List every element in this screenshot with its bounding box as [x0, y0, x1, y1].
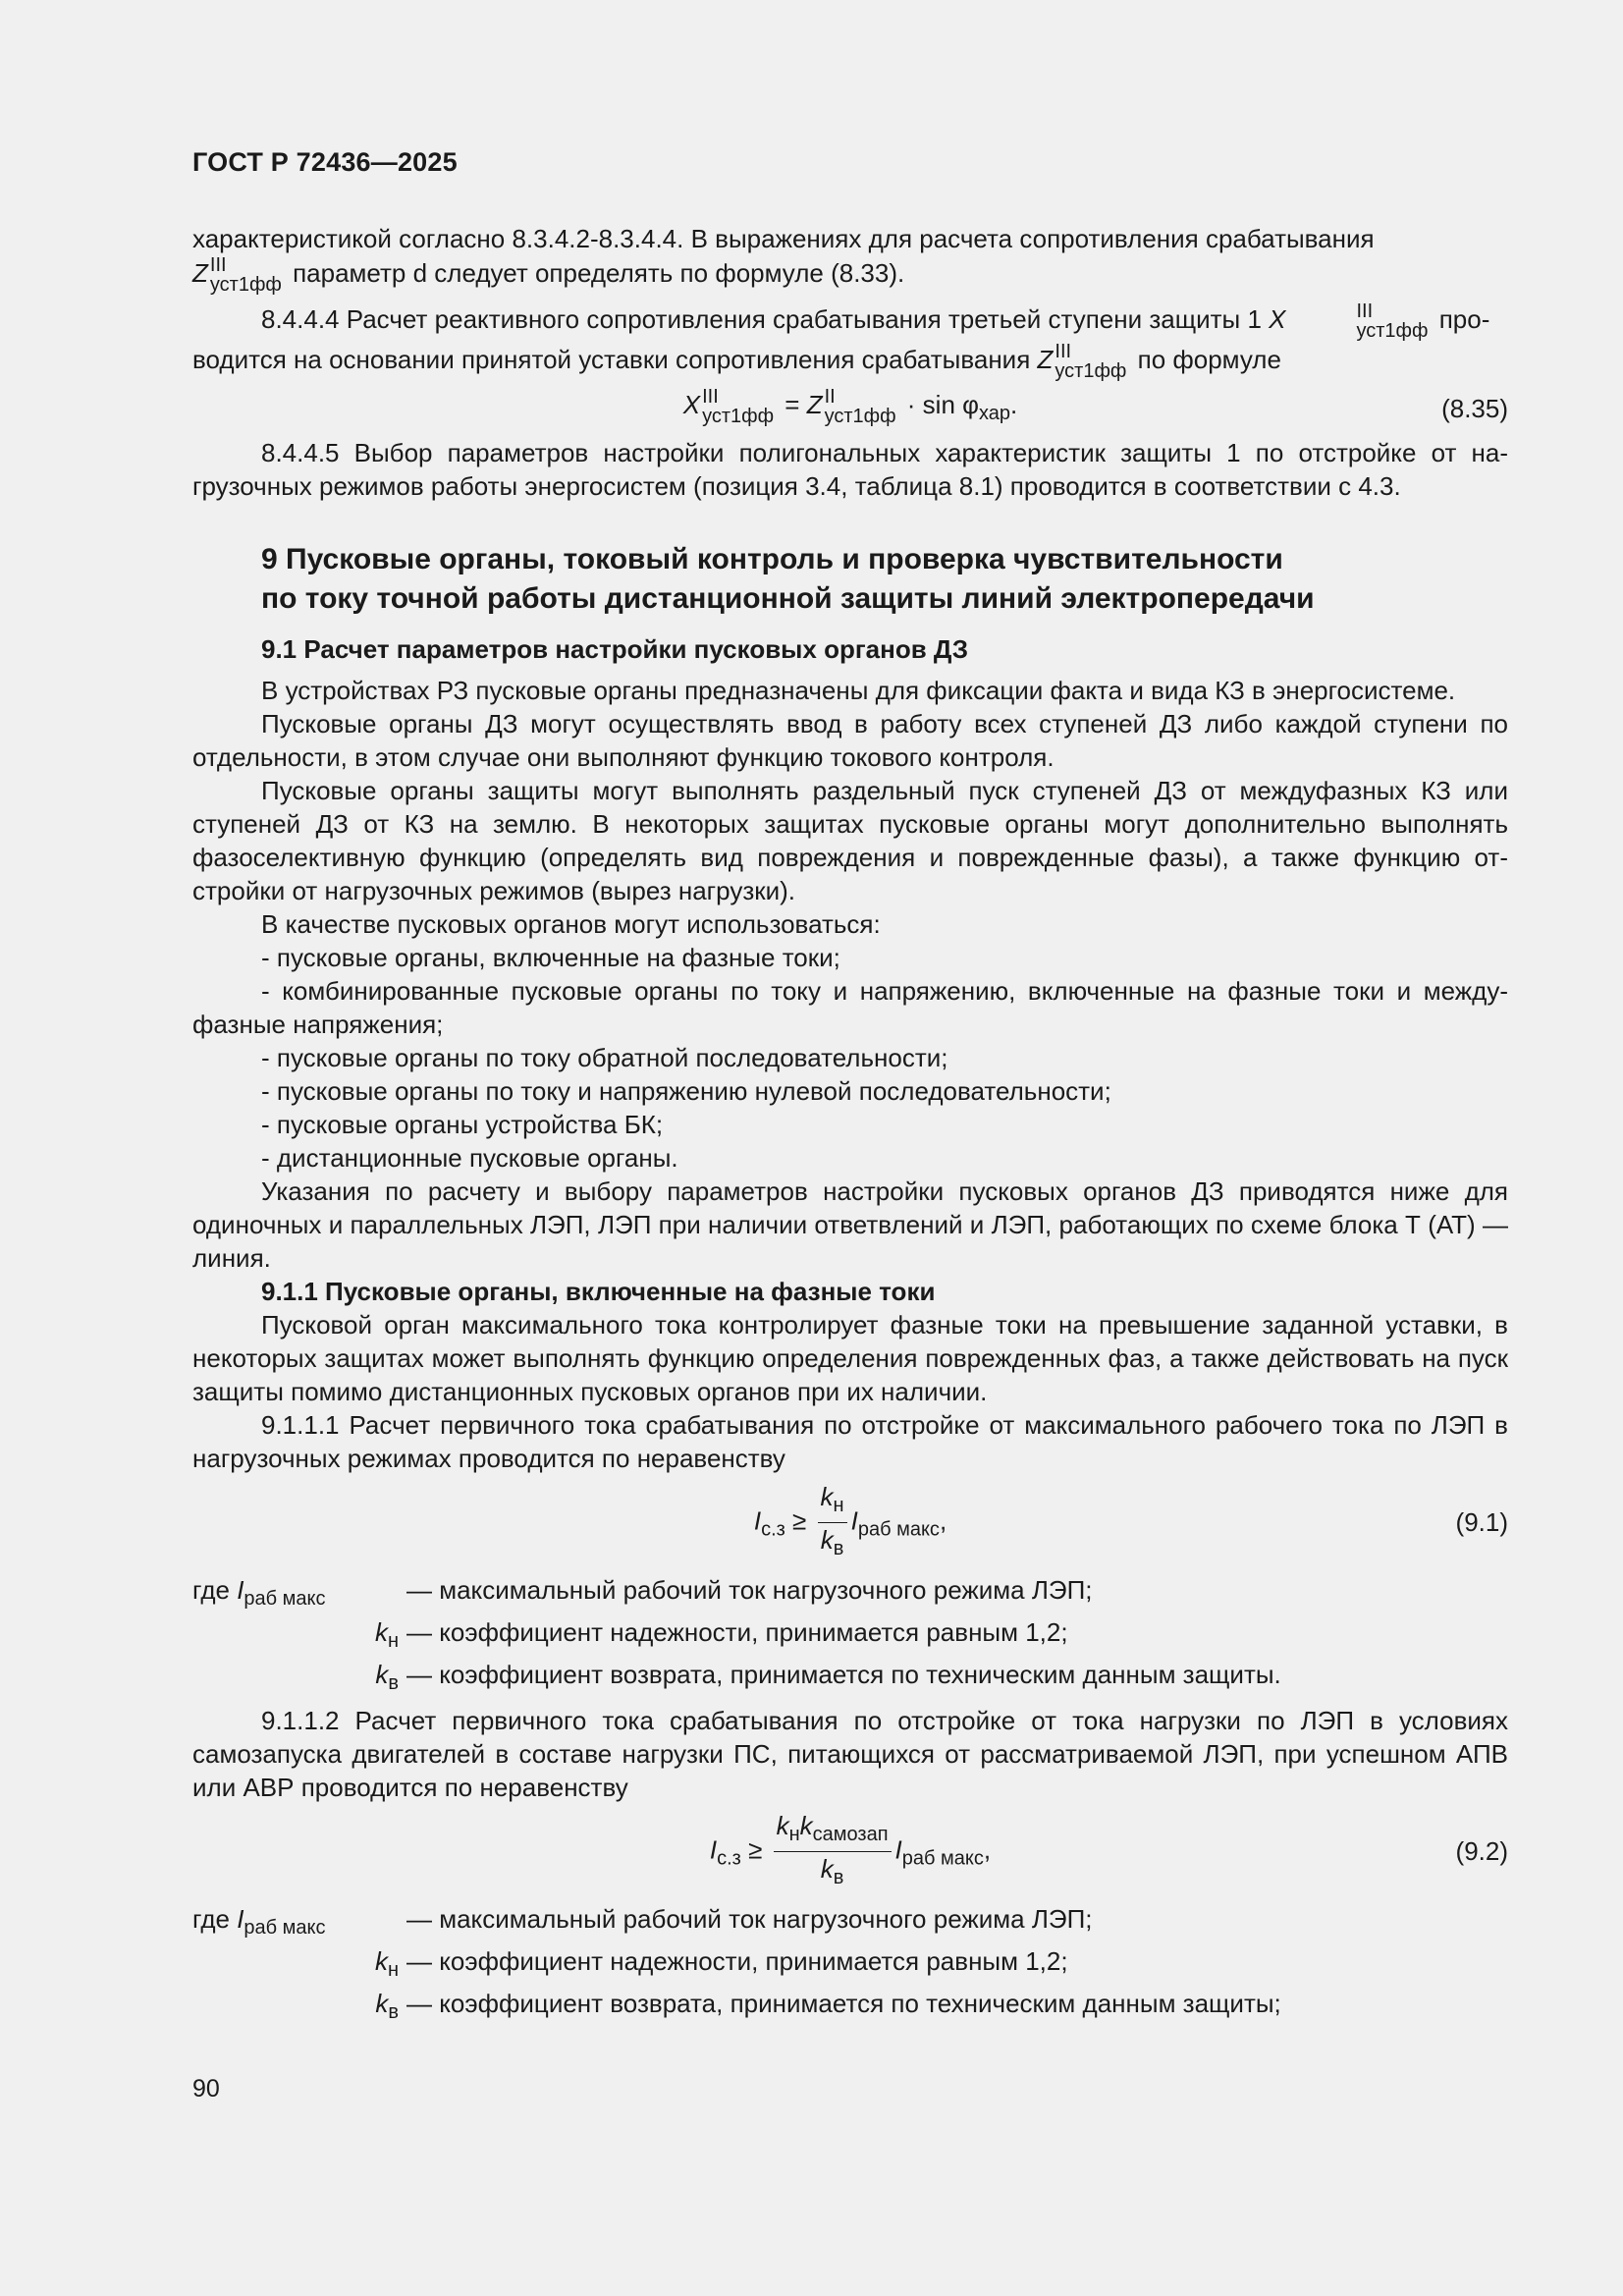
formula-number: (9.2): [1455, 1836, 1508, 1867]
definition-row: $k_в$ — коэффициент возврата, принимается по техническим данным защиты.: [375, 1660, 1281, 1695]
paragraph-8444-cont: водится на основании принятой уставки сопротивления срабатывания Z III уст1фф по формуле: [192, 341, 1281, 383]
definition-row: $k_н$ — коэффициент надежности, принимается равным 1,2;: [374, 1617, 1068, 1653]
list-item: - пусковые органы по току и напряжению нулевой последовательности;: [261, 1076, 1111, 1107]
definitions-9-2: [192, 1902, 1508, 2029]
list-item: - пусковые органы устройства БК;: [261, 1110, 664, 1140]
z-symbol: Z III уст1фф: [192, 254, 282, 296]
paragraph: Пусковые органы защиты могут выполнять раздельный пуск ступеней ДЗ от междуфазных КЗ или ступеней ДЗ от КЗ на землю. В некоторых защитах пусковые органы могут дополнительно выполнять фазоселективную функцию (определять вид повреждения и поврежденные фазы), а также функцию от-стройки от нагрузочных режимов (вырез нагрузки).: [192, 776, 1508, 906]
paragraph: Указания по расчету и выбору параметров настройки пусковых органов ДЗ приводятся ниже для одиночных и параллельных ЛЭП, ЛЭП при наличии ответвлений и ЛЭП, работающих по схеме блока Т (АТ) — линия.: [192, 1176, 1508, 1274]
intro-text-2: параметр d следует определять по формуле (8.33).: [293, 257, 905, 288]
paragraph-8444: 8.4.4.4 Расчет реактивного сопротивления срабатывания третьей ступени защиты 1 X III уст1фф про-: [261, 301, 1490, 343]
section-9-1-title: 9.1 Расчет параметров настройки пусковых органов ДЗ: [261, 634, 969, 665]
formula-9-1: $I_{с.з}$ ≥ $\frac{k_н}{k_в}$ $I_{раб макс}$, (9.1): [753, 1481, 1508, 1559]
paragraph-9112: 9.1.1.2 Расчет первичного тока срабатывания по отстройке от тока нагрузки по ЛЭП в условиях самозапуска двигателей в составе нагрузки ПС, питающихся от рассматриваемой ЛЭП, при успешном АПВ или АВР проводится по неравенству: [192, 1706, 1508, 1803]
definition-row: $k_в$ — коэффициент возврата, принимается по техническим данным защиты;: [375, 1989, 1281, 2024]
section-9-title: 9 Пусковые органы, токовый контроль и проверка чувствительности по току точной работы дистанционной защиты линий электропередачи: [261, 543, 1315, 616]
paragraph-9111: 9.1.1.1 Расчет первичного тока срабатывания по отстройке от максимального рабочего тока по ЛЭП в нагрузочных режимах проводится по неравенству: [192, 1410, 1508, 1474]
formula-number: (8.35): [1441, 394, 1508, 424]
x-symbol: X III уст1фф: [1269, 301, 1429, 343]
definition-row: $k_н$ — коэффициент надежности, принимается равным 1,2;: [374, 1946, 1068, 1982]
intro-paragraph: [192, 222, 1508, 295]
paragraph: В качестве пусковых органов могут использоваться:: [261, 909, 881, 940]
paragraph: Пусковые органы ДЗ могут осуществлять ввод в работу всех ступеней ДЗ либо каждой ступени по отдельности, в этом случае они выполняют функцию токового контроля.: [192, 709, 1508, 773]
paragraph-8445: 8.4.4.5 Выбор параметров настройки полигональных характеристик защиты 1 по отстройке от на-грузочных режимов работы энергосистем (позиция 3.4, таблица 8.1) проводится в соответствии с 4.3.: [192, 438, 1508, 502]
paragraph: В устройствах РЗ пусковые органы предназначены для фиксации факта и вида КЗ в энергосистеме.: [261, 676, 1456, 706]
definition-row: где $I_{раб макс}$ — максимальный рабочий ток нагрузочного режима ЛЭП;: [192, 1575, 1093, 1611]
section-9-1-1-title: 9.1.1 Пусковые органы, включенные на фазные токи: [261, 1277, 936, 1307]
list-item: - дистанционные пусковые органы.: [261, 1143, 678, 1174]
intro-text-1: характеристикой согласно 8.3.4.2-8.3.4.4. В выражениях для расчета сопротивления срабатывания: [192, 224, 1375, 253]
formula-9-2: $I_{с.з}$ ≥ $\frac{k_нk_{самозап}}{k_в}$ $I_{раб макс}$, (9.2): [709, 1810, 1508, 1888]
page-number: 90: [192, 2075, 220, 2103]
doc-header: ГОСТ Р 72436—2025: [192, 147, 458, 177]
list-item: - комбинированные пусковые органы по току и напряжению, включенные на фазные токи и между-фазные напряжения;: [192, 976, 1508, 1040]
doc-body: [192, 222, 1508, 2029]
list-item: - пусковые органы по току обратной последовательности;: [261, 1043, 948, 1073]
list-item: - пусковые органы, включенные на фазные токи;: [261, 943, 840, 973]
z-symbol-2: Z III уст1фф: [1037, 341, 1127, 383]
definition-row: где $I_{раб макс}$ — максимальный рабочий ток нагрузочного режима ЛЭП;: [192, 1904, 1093, 1940]
paragraph: Пусковой орган максимального тока контролирует фазные токи на превышение заданной уставки, в некоторых защитах может выполнять функцию определения поврежденных фаз, а также действовать на пуск защиты помимо дистанционных пусковых органов при их наличии.: [192, 1310, 1508, 1407]
formula-8-35: X III уст1фф = Z II уст1фф · $\sin \varphi_{хар}$. (8.35): [682, 386, 1508, 428]
definitions-9-1: [192, 1573, 1508, 1700]
formula-number: (9.1): [1455, 1507, 1508, 1538]
